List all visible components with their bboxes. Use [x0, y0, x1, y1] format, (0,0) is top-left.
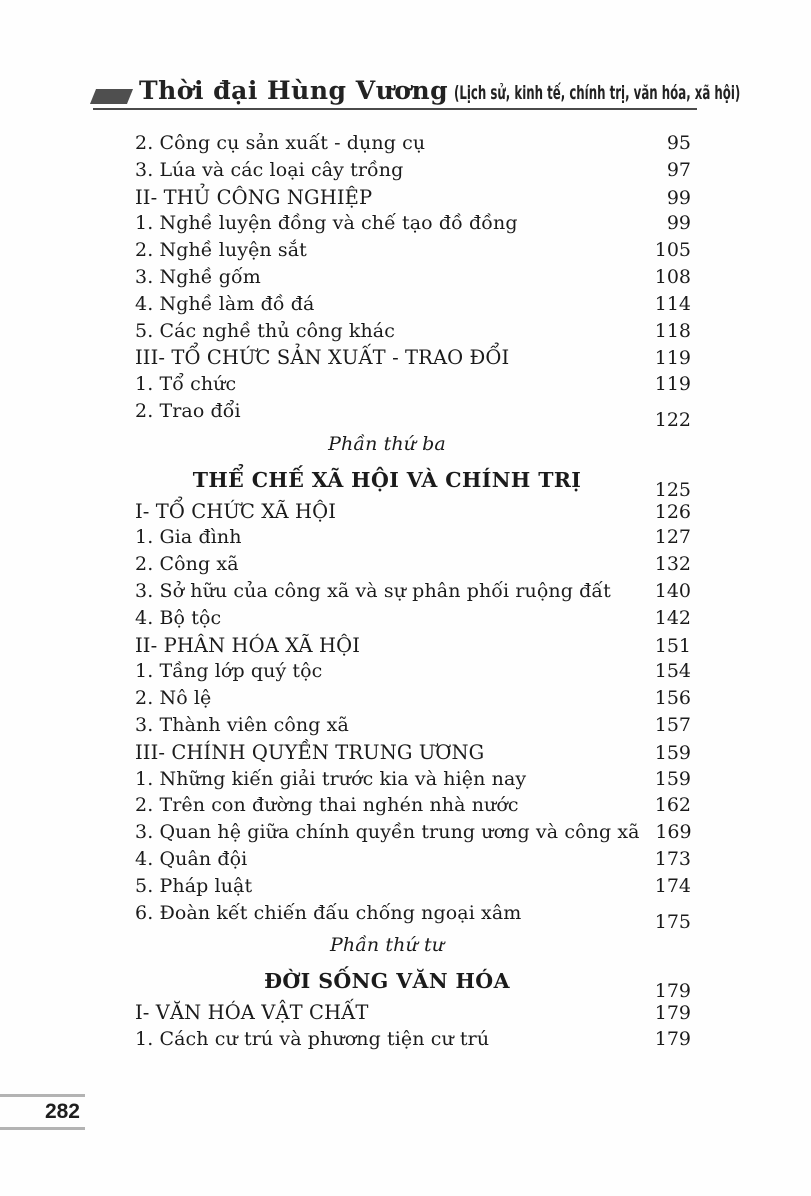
header-title-group — [139, 76, 811, 105]
page-number: 282 — [44, 1100, 80, 1123]
toc-entry-label: 2. Công cụ sản xuất - dụng cụ — [135, 132, 426, 154]
toc-entry-label: I- VĂN HÓA VẬT CHẤT — [135, 1001, 369, 1025]
toc-entry-label: 2. Nghề luyện sắt — [135, 239, 307, 262]
toc-entry-page: 175 — [654, 910, 691, 933]
toc-entry-page: 159 — [654, 741, 691, 764]
toc-entry-page: 140 — [654, 579, 691, 602]
toc-row — [135, 1001, 691, 1028]
toc-row — [135, 848, 691, 875]
toc-entry-page: 151 — [654, 634, 691, 657]
toc-entry-label: 2. Trao đổi — [135, 399, 241, 422]
table-of-contents — [135, 132, 691, 1055]
toc-entry-label: 2. Nô lệ — [135, 687, 212, 710]
toc-entry-label: 3. Quan hệ giữa chính quyền trung ương và công xã — [135, 821, 640, 844]
toc-entry-page: 179 — [654, 1027, 691, 1050]
toc-row — [135, 875, 691, 902]
toc-row — [135, 580, 691, 607]
toc-entry-page: 159 — [654, 767, 691, 790]
toc-row — [135, 969, 691, 1003]
toc-entry-label: 5. Các nghề thủ công khác — [135, 319, 395, 342]
toc-row — [135, 687, 691, 714]
toc-entry-page: 154 — [654, 660, 691, 683]
toc-entry-label: 3. Lúa và các loại cây trồng — [135, 158, 404, 181]
toc-row — [135, 239, 691, 266]
toc-row — [135, 186, 691, 213]
toc-entry-page: 179 — [654, 980, 691, 1003]
toc-row — [135, 373, 691, 400]
toc-entry-label: 4. Bộ tộc — [135, 606, 222, 629]
toc-entry-page: 162 — [654, 794, 691, 817]
toc-entry-page: 99 — [666, 212, 691, 235]
toc-entry-label: 1. Tổ chức — [135, 373, 237, 396]
toc-row — [135, 132, 691, 159]
toc-row — [135, 768, 691, 795]
book-title: Thời đại Hùng Vương — [139, 76, 449, 105]
toc-row — [135, 607, 691, 634]
toc-row — [135, 553, 691, 580]
toc-entry-page: 119 — [654, 347, 691, 370]
toc-entry-page: 105 — [654, 239, 691, 262]
toc-entry-label: I- TỔ CHỨC XÃ HỘI — [135, 499, 337, 523]
toc-entry-page: 114 — [654, 292, 691, 315]
toc-entry-label: 3. Nghề gốm — [135, 265, 261, 288]
toc-entry-label: III- TỔ CHỨC SẢN XUẤT - TRAO ĐỔI — [135, 346, 510, 370]
toc-entry-label: Phần thứ tư — [329, 934, 445, 957]
footer-page-number-badge — [0, 1094, 85, 1130]
toc-entry-page: 179 — [654, 1002, 691, 1025]
book-subtitle: (Lịch sử, kinh tế, chính trị, văn hóa, xã hội) — [454, 82, 741, 104]
toc-row — [135, 320, 691, 347]
toc-row — [135, 212, 691, 239]
toc-row — [135, 266, 691, 293]
toc-entry-page: 142 — [654, 606, 691, 629]
toc-entry-label: 1. Tầng lớp quý tộc — [135, 660, 323, 683]
toc-row — [135, 346, 691, 373]
toc-entry-page: 174 — [654, 874, 691, 897]
toc-row — [135, 159, 691, 186]
toc-entry-label: 4. Nghề làm đồ đá — [135, 292, 315, 315]
toc-entry-label: ĐỜI SỐNG VĂN HÓA — [264, 969, 510, 994]
toc-entry-page: 169 — [655, 821, 692, 844]
toc-entry-page: 127 — [654, 526, 691, 549]
toc-entry-page: 125 — [654, 478, 691, 501]
toc-row — [135, 714, 691, 741]
toc-entry-label: 1. Gia đình — [135, 526, 242, 549]
toc-entry-page: 119 — [654, 373, 691, 396]
toc-entry-label: II- THỦ CÔNG NGHIỆP — [135, 185, 373, 209]
toc-entry-label: 1. Những kiến giải trước kia và hiện nay — [135, 767, 527, 790]
toc-row — [135, 1028, 691, 1055]
toc-entry-page: 132 — [654, 553, 691, 576]
toc-entry-label: THỂ CHẾ XÃ HỘI VÀ CHÍNH TRỊ — [192, 467, 582, 492]
toc-entry-label: 6. Đoàn kết chiến đấu chống ngoại xâm — [135, 901, 522, 924]
toc-row — [135, 500, 691, 527]
toc-row — [135, 934, 691, 964]
toc-row — [135, 293, 691, 320]
toc-entry-label: III- CHÍNH QUYỀN TRUNG ƯƠNG — [135, 740, 485, 764]
toc-entry-page: 99 — [666, 186, 691, 209]
toc-entry-label: 3. Sở hữu của công xã và sự phân phối ruộng đất — [135, 579, 611, 602]
toc-entry-page: 118 — [654, 319, 691, 342]
toc-row — [135, 526, 691, 553]
toc-entry-label: 2. Trên con đường thai nghén nhà nước — [135, 794, 519, 817]
toc-entry-label: 5. Pháp luật — [135, 874, 253, 897]
toc-row — [135, 433, 691, 463]
toc-entry-label: Phần thứ ba — [328, 432, 446, 455]
toc-row — [135, 467, 691, 501]
toc-row — [135, 660, 691, 687]
toc-row — [135, 821, 691, 848]
toc-entry-page: 156 — [654, 687, 691, 710]
toc-entry-label: 4. Quân đội — [135, 847, 248, 870]
toc-entry-page: 97 — [666, 158, 691, 181]
toc-entry-page: 157 — [654, 713, 691, 736]
header-parallelogram-mark — [90, 89, 133, 104]
page-header — [93, 76, 741, 110]
toc-row — [135, 741, 691, 768]
toc-entry-label: II- PHÂN HÓA XÃ HỘI — [135, 633, 360, 657]
toc-row — [135, 794, 691, 821]
toc-entry-label: 3. Thành viên công xã — [135, 713, 349, 736]
toc-entry-label: 1. Cách cư trú và phương tiện cư trú — [135, 1027, 490, 1050]
toc-entry-label: 1. Nghề luyện đồng và chế tạo đồ đồng — [135, 212, 518, 235]
toc-entry-page: 173 — [654, 847, 691, 870]
toc-entry-page: 95 — [666, 132, 691, 154]
toc-row — [135, 634, 691, 661]
toc-entry-label: 2. Công xã — [135, 553, 239, 576]
toc-entry-page: 108 — [654, 265, 691, 288]
toc-entry-page: 126 — [654, 500, 691, 523]
toc-row — [135, 399, 691, 431]
toc-row — [135, 901, 691, 933]
toc-entry-page: 122 — [654, 408, 691, 431]
